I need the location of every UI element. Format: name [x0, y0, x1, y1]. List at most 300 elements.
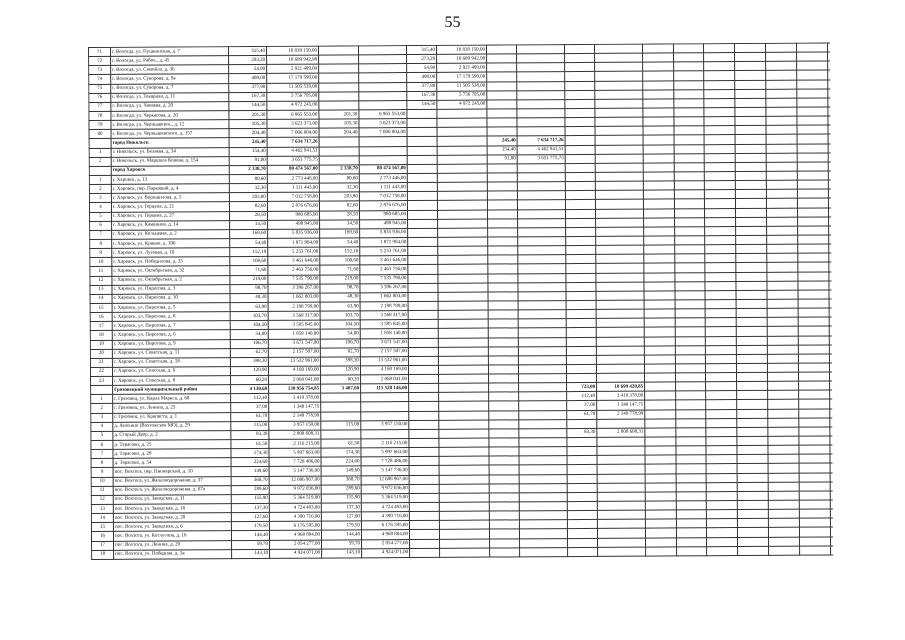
table-cell-empty — [829, 353, 833, 362]
table-cell-d: 1 858 140,00 — [360, 329, 408, 338]
table-cell-j — [566, 282, 596, 291]
table-cell-j — [565, 209, 595, 218]
table-cell-empty — [767, 235, 798, 244]
table-cell-empty — [830, 399, 834, 408]
table-cell-g — [437, 136, 487, 145]
table-cell-n: 11 — [90, 267, 112, 276]
table-cell-empty — [645, 437, 676, 446]
table-cell-d: 13 532 961,00 — [360, 356, 408, 365]
table-cell-empty — [767, 281, 798, 290]
table-cell-addr: г. Вологда, ул. Текарная, д. 11 — [111, 92, 229, 102]
table-cell-empty — [644, 327, 675, 336]
table-cell-g — [439, 530, 489, 539]
table-cell-empty — [766, 107, 797, 116]
table-cell-a: 37,00 — [231, 403, 269, 412]
page-number: 55 — [444, 14, 461, 31]
table-cell-empty — [705, 309, 736, 318]
table-cell-j — [566, 264, 596, 273]
table-cell-empty — [798, 363, 829, 372]
table-cell-n: 4 — [91, 422, 113, 431]
table-cell-empty — [643, 53, 674, 62]
table-cell-empty — [829, 253, 834, 262]
table-cell-i — [518, 227, 566, 236]
table-cell-addr: г. Вологда, ул. Суворова, д. 7 — [111, 83, 229, 93]
table-cell-f: 377,80 — [407, 82, 437, 91]
table-cell-n: 78 — [89, 111, 111, 120]
table-cell-empty — [706, 400, 737, 409]
table-cell-j — [565, 127, 595, 136]
table-cell-empty — [797, 144, 828, 153]
table-cell-n: 4 — [89, 203, 111, 212]
table-cell-empty — [800, 546, 831, 555]
table-cell-n: 76 — [89, 93, 111, 102]
table-cell-f — [408, 210, 438, 219]
table-cell-i — [518, 310, 566, 319]
table-cell-empty — [768, 500, 799, 509]
table-cell-h — [486, 45, 516, 54]
table-cell-n: 22 — [90, 367, 112, 376]
table-cell-d — [358, 46, 406, 55]
table-cell-empty — [767, 244, 798, 253]
table-cell-empty — [643, 126, 674, 135]
table-cell-b: 9 972 036,00 — [269, 485, 321, 494]
table-cell-empty — [799, 409, 830, 418]
table-cell-k — [598, 547, 646, 556]
table-cell-a: 28,50 — [230, 211, 268, 220]
table-cell-j — [565, 182, 595, 191]
table-cell-d: 5 233 761,00 — [360, 247, 408, 256]
table-cell-empty — [644, 291, 675, 300]
table-cell-h — [490, 538, 520, 547]
table-cell-b: 4 972 245,00 — [267, 101, 319, 110]
table-cell-g — [438, 292, 488, 301]
table-cell-empty — [735, 98, 766, 107]
table-cell-k — [596, 355, 644, 364]
table-cell-empty — [704, 108, 735, 117]
table-cell-i — [519, 483, 567, 492]
table-cell-empty — [828, 134, 834, 143]
table-cell-empty — [705, 354, 736, 363]
table-cell-empty — [830, 472, 833, 481]
table-cell-empty — [767, 253, 798, 262]
table-cell-empty — [644, 300, 675, 309]
table-cell-addr: г. Харовск, ул. Пирогова, д. 3 — [112, 284, 230, 294]
table-cell-g — [437, 173, 487, 182]
table-cell-empty — [644, 272, 675, 281]
table-cell-h: 245,40 — [487, 136, 517, 145]
table-cell-n — [89, 166, 111, 175]
table-cell-empty — [706, 464, 737, 473]
table-cell-empty — [768, 518, 799, 527]
table-cell-a: 98,70 — [230, 284, 268, 293]
table-cell-g — [437, 182, 487, 191]
table-cell-empty — [766, 189, 797, 198]
table-cell-empty — [674, 89, 704, 98]
table-cell-k: 10 699 420,85 — [597, 382, 645, 391]
table-cell-d: 2 463 756,00 — [360, 265, 408, 274]
table-cell-c: 98,70 — [320, 283, 360, 292]
table-cell-h — [488, 310, 518, 319]
table-cell-a: 83,30 — [231, 430, 269, 439]
table-cell-addr: г. Харовск, ул. Октябрьская, д. 32 — [112, 266, 230, 276]
table-cell-empty — [769, 537, 800, 546]
table-cell-empty — [643, 90, 674, 99]
table-cell-empty — [768, 381, 799, 390]
table-cell-empty — [799, 463, 830, 472]
table-cell-empty — [676, 492, 706, 501]
table-cell-h — [487, 72, 517, 81]
table-cell-empty — [705, 345, 736, 354]
table-cell-k — [595, 81, 643, 90]
table-cell-f — [409, 393, 439, 402]
table-cell-c: 48,30 — [320, 293, 360, 302]
table-cell-a: 2 338,70 — [229, 165, 267, 174]
table-cell-k: 1 340 147,75 — [597, 401, 645, 410]
table-cell-c — [319, 55, 359, 64]
table-cell-empty — [675, 217, 705, 226]
table-cell-j — [567, 520, 597, 529]
table-cell-addr: г. Вологда, ул. Рабоч., д. 45 — [111, 56, 229, 66]
table-cell-j — [566, 319, 596, 328]
table-cell-empty — [674, 108, 704, 117]
table-cell-b: 980 685,00 — [268, 211, 320, 220]
table-cell-empty — [767, 345, 798, 354]
table-cell-empty — [830, 436, 834, 445]
table-cell-empty — [766, 98, 797, 107]
table-cell-empty — [644, 236, 675, 245]
table-cell-b: 7 535 790,00 — [268, 275, 320, 284]
table-cell-empty — [674, 135, 704, 144]
table-cell-addr: г. Харовск, ул. Советская, д. 11 — [112, 348, 230, 358]
table-cell-j — [565, 90, 595, 99]
table-cell-h — [487, 173, 517, 182]
table-cell-addr: г. Харовск, ул. Герцена, д. 27 — [112, 211, 230, 221]
table-cell-h — [488, 264, 518, 273]
table-cell-a: 115,00 — [231, 421, 269, 430]
table-cell-empty — [675, 364, 705, 373]
table-cell-a: 105,30 — [229, 120, 267, 129]
table-cell-n: 2 — [89, 157, 111, 166]
table-cell-a: 368,70 — [231, 476, 269, 485]
table-cell-i — [519, 474, 567, 483]
table-cell-n: 77 — [89, 102, 111, 111]
table-cell-f: 273,29 — [407, 55, 437, 64]
table-cell-c — [318, 46, 358, 55]
table-cell-n: 2 — [89, 184, 111, 193]
table-cell-empty — [676, 409, 706, 418]
table-cell-c: 203,80 — [319, 192, 359, 201]
table-cell-empty — [645, 428, 676, 437]
table-cell-empty — [706, 427, 737, 436]
table-cell-a: 203,80 — [229, 193, 267, 202]
table-cell-k — [598, 538, 646, 547]
table-cell-addr: г. Харовск, пер. Парковый, д. 4 — [111, 184, 229, 194]
table-cell-empty — [769, 546, 800, 555]
table-cell-empty — [829, 226, 834, 235]
table-cell-g — [438, 283, 488, 292]
table-cell-n: 9 — [90, 248, 112, 257]
table-cell-empty — [767, 217, 798, 226]
table-cell-h — [489, 484, 519, 493]
table-cell-empty — [766, 144, 797, 153]
table-cell-empty — [737, 473, 768, 482]
table-cell-b: 1 340 147,75 — [269, 403, 321, 412]
table-cell-empty — [797, 208, 828, 217]
table-cell-k — [595, 72, 643, 81]
table-cell-empty — [799, 399, 830, 408]
table-cell-k — [595, 181, 643, 190]
table-cell-a: 127,60 — [231, 513, 269, 522]
table-cell-n: 15 — [91, 523, 113, 532]
table-cell-empty — [706, 455, 737, 464]
table-cell-addr: пос. Вохтога, ул. Железнодорожная, д. 67а — [113, 485, 231, 495]
table-cell-empty — [768, 491, 799, 500]
table-cell-empty — [643, 190, 674, 199]
table-cell-g — [439, 502, 489, 511]
table-cell-empty — [706, 501, 737, 510]
table-cell-empty — [768, 427, 799, 436]
table-cell-empty — [675, 355, 705, 364]
table-cell-h — [489, 474, 519, 483]
table-cell-empty — [829, 363, 833, 372]
table-cell-empty — [704, 89, 735, 98]
table-cell-c: 14,50 — [320, 220, 360, 229]
table-cell-empty — [706, 491, 737, 500]
table-cell-empty — [830, 445, 834, 454]
table-cell-f — [409, 530, 439, 539]
table-cell-g — [438, 338, 488, 347]
table-cell-k — [596, 254, 644, 263]
table-cell-k — [595, 209, 643, 218]
table-cell-h — [488, 209, 518, 218]
table-cell-empty — [828, 189, 833, 198]
table-cell-empty — [737, 500, 768, 509]
table-cell-i — [518, 282, 566, 291]
table-cell-h — [488, 219, 518, 228]
table-cell-d: 2 157 507,00 — [360, 347, 408, 356]
table-cell-empty — [705, 318, 736, 327]
table-cell-addr: Грязовецкий муниципальный район — [113, 385, 231, 395]
table-cell-empty — [644, 254, 675, 263]
table-cell-n: 74 — [89, 75, 111, 84]
table-cell-empty — [704, 144, 735, 153]
table-cell-n: 13 — [90, 285, 112, 294]
table-cell-i — [519, 419, 567, 428]
table-cell-h — [489, 374, 519, 383]
table-cell-empty — [705, 272, 736, 281]
table-cell-empty — [828, 171, 833, 180]
table-cell-empty — [829, 216, 834, 225]
table-cell-empty — [768, 445, 799, 454]
table-cell-empty — [829, 235, 834, 244]
table-cell-empty — [704, 98, 735, 107]
table-cell-j — [567, 456, 597, 465]
table-cell-empty — [798, 345, 829, 354]
table-cell-k — [597, 492, 645, 501]
table-cell-addr: пос. Вохтога, пер. Пионерский, д. 10 — [113, 467, 231, 477]
table-cell-empty — [735, 162, 766, 171]
table-cell-empty — [704, 172, 735, 181]
table-cell-g — [437, 191, 487, 200]
table-cell-empty — [768, 482, 799, 491]
table-cell-k — [595, 163, 643, 172]
table-cell-empty — [828, 61, 834, 70]
table-cell-a: 63,90 — [230, 302, 268, 311]
table-cell-f — [409, 512, 439, 521]
table-cell-f — [409, 384, 439, 393]
table-cell-empty — [831, 536, 834, 545]
table-cell-h — [489, 465, 519, 474]
table-cell-g — [437, 146, 487, 155]
table-cell-c: 174,30 — [321, 448, 361, 457]
table-cell-empty — [799, 500, 830, 509]
table-cell-empty — [798, 217, 829, 226]
table-cell-empty — [736, 336, 767, 345]
table-cell-i — [517, 72, 565, 81]
table-cell-empty — [704, 53, 735, 62]
table-cell-j: 37,00 — [567, 401, 597, 410]
table-cell-b: 4 160 169,00 — [268, 366, 320, 375]
table-body — [89, 43, 834, 560]
table-cell-d: 5 997 663,00 — [361, 448, 409, 457]
table-cell-n: 11 — [91, 486, 113, 495]
table-cell-j — [566, 364, 596, 373]
table-cell-f — [408, 219, 438, 228]
table-cell-b: 4 724 493,00 — [269, 503, 321, 512]
table-cell-j — [565, 54, 595, 63]
table-cell-empty — [829, 262, 834, 271]
table-cell-empty — [829, 344, 833, 353]
table-cell-k — [594, 44, 642, 53]
table-cell-empty — [675, 263, 705, 272]
table-cell-b: 2 773 446,00 — [267, 174, 319, 183]
table-cell-d: 2 198 799,00 — [360, 301, 408, 310]
table-cell-empty — [738, 537, 769, 546]
table-cell-d — [359, 91, 407, 100]
table-cell-empty — [736, 318, 767, 327]
table-cell-b: 1 111 443,00 — [267, 183, 319, 192]
table-cell-n — [89, 139, 111, 148]
table-cell-addr: г. Харовск, ул. Пирогова, д. 7 — [112, 321, 230, 331]
table-cell-c: 104,50 — [320, 320, 360, 329]
table-cell-empty — [767, 299, 798, 308]
table-cell-j — [565, 136, 595, 145]
table-cell-d — [359, 100, 407, 109]
table-cell-f — [409, 429, 439, 438]
table-cell-n: 17 — [90, 322, 112, 331]
table-cell-f — [409, 493, 439, 502]
table-cell-c — [319, 73, 359, 82]
table-cell-empty — [645, 400, 676, 409]
table-cell-d: 6 965 553,00 — [359, 110, 407, 119]
table-cell-h — [487, 91, 517, 100]
table-cell-j — [567, 447, 597, 456]
table-cell-empty — [676, 418, 706, 427]
table-cell-d — [359, 137, 407, 146]
table-cell-empty — [798, 262, 829, 271]
table-cell-d: 2 054 277,00 — [362, 539, 410, 548]
table-cell-h — [489, 493, 519, 502]
table-cell-n: 5 — [90, 212, 112, 221]
table-cell-empty — [830, 481, 833, 490]
table-cell-i — [518, 218, 566, 227]
table-cell-c: 120,90 — [320, 366, 360, 375]
table-cell-empty — [643, 80, 674, 89]
table-cell-empty — [828, 52, 834, 61]
table-cell-j — [565, 99, 595, 108]
table-cell-f — [408, 356, 438, 365]
table-cell-empty — [798, 335, 829, 344]
table-cell-j — [565, 108, 595, 117]
table-cell-j — [567, 511, 597, 520]
table-cell-c — [321, 393, 361, 402]
table-cell-i — [517, 118, 565, 127]
table-cell-b: 5 364 519,00 — [269, 494, 321, 503]
table-cell-c: 3 407,60 — [321, 384, 361, 393]
table-cell-f — [408, 265, 438, 274]
table-cell-k — [597, 474, 645, 483]
table-cell-addr: г. Харовск, ул. Советская, д. 18 — [112, 357, 230, 367]
table-cell-f — [407, 128, 437, 137]
table-cell-i: 3 651 775,75 — [517, 154, 565, 163]
table-cell-d: 2 116 215,00 — [361, 439, 409, 448]
table-cell-a: 61,70 — [231, 412, 269, 421]
table-cell-j — [565, 200, 595, 209]
table-cell-i — [518, 365, 566, 374]
table-cell-n: 10 — [90, 258, 112, 267]
table-cell-f — [408, 228, 438, 237]
table-cell-empty — [830, 454, 834, 463]
table-cell-h — [489, 420, 519, 429]
table-cell-a: 204,40 — [229, 129, 267, 138]
table-cell-empty — [768, 409, 799, 418]
table-cell-empty — [798, 244, 829, 253]
table-cell-f — [409, 438, 439, 447]
table-cell-j — [565, 118, 595, 127]
table-cell-empty — [766, 180, 797, 189]
table-cell-f — [407, 155, 437, 164]
table-cell-empty — [735, 116, 766, 125]
table-cell-empty — [643, 99, 674, 108]
table-cell-g — [437, 127, 487, 136]
table-cell-empty — [674, 172, 704, 181]
table-cell-i — [518, 209, 566, 218]
table-cell-j — [566, 255, 596, 264]
table-cell-d — [359, 55, 407, 64]
table-cell-i — [519, 392, 567, 401]
table-cell-h — [488, 246, 518, 255]
table-cell-k — [597, 437, 645, 446]
table-cell-empty — [674, 71, 704, 80]
table-cell-k — [596, 227, 644, 236]
table-cell-empty — [799, 390, 830, 399]
table-cell-j — [566, 300, 596, 309]
table-cell-empty — [766, 89, 797, 98]
table-cell-a: 289,60 — [231, 485, 269, 494]
table-cell-c: 155,90 — [321, 494, 361, 503]
table-cell-empty — [706, 446, 737, 455]
table-cell-empty — [674, 99, 704, 108]
table-cell-i — [517, 54, 565, 63]
table-cell-i — [520, 547, 568, 556]
table-cell-n: 8 — [91, 459, 113, 468]
table-cell-k — [596, 364, 644, 373]
table-cell-b: 3 461 646,00 — [268, 256, 320, 265]
table-cell-j — [565, 163, 595, 172]
table-cell-g — [437, 164, 487, 173]
table-cell-empty — [645, 419, 676, 428]
table-cell-empty — [704, 181, 735, 190]
